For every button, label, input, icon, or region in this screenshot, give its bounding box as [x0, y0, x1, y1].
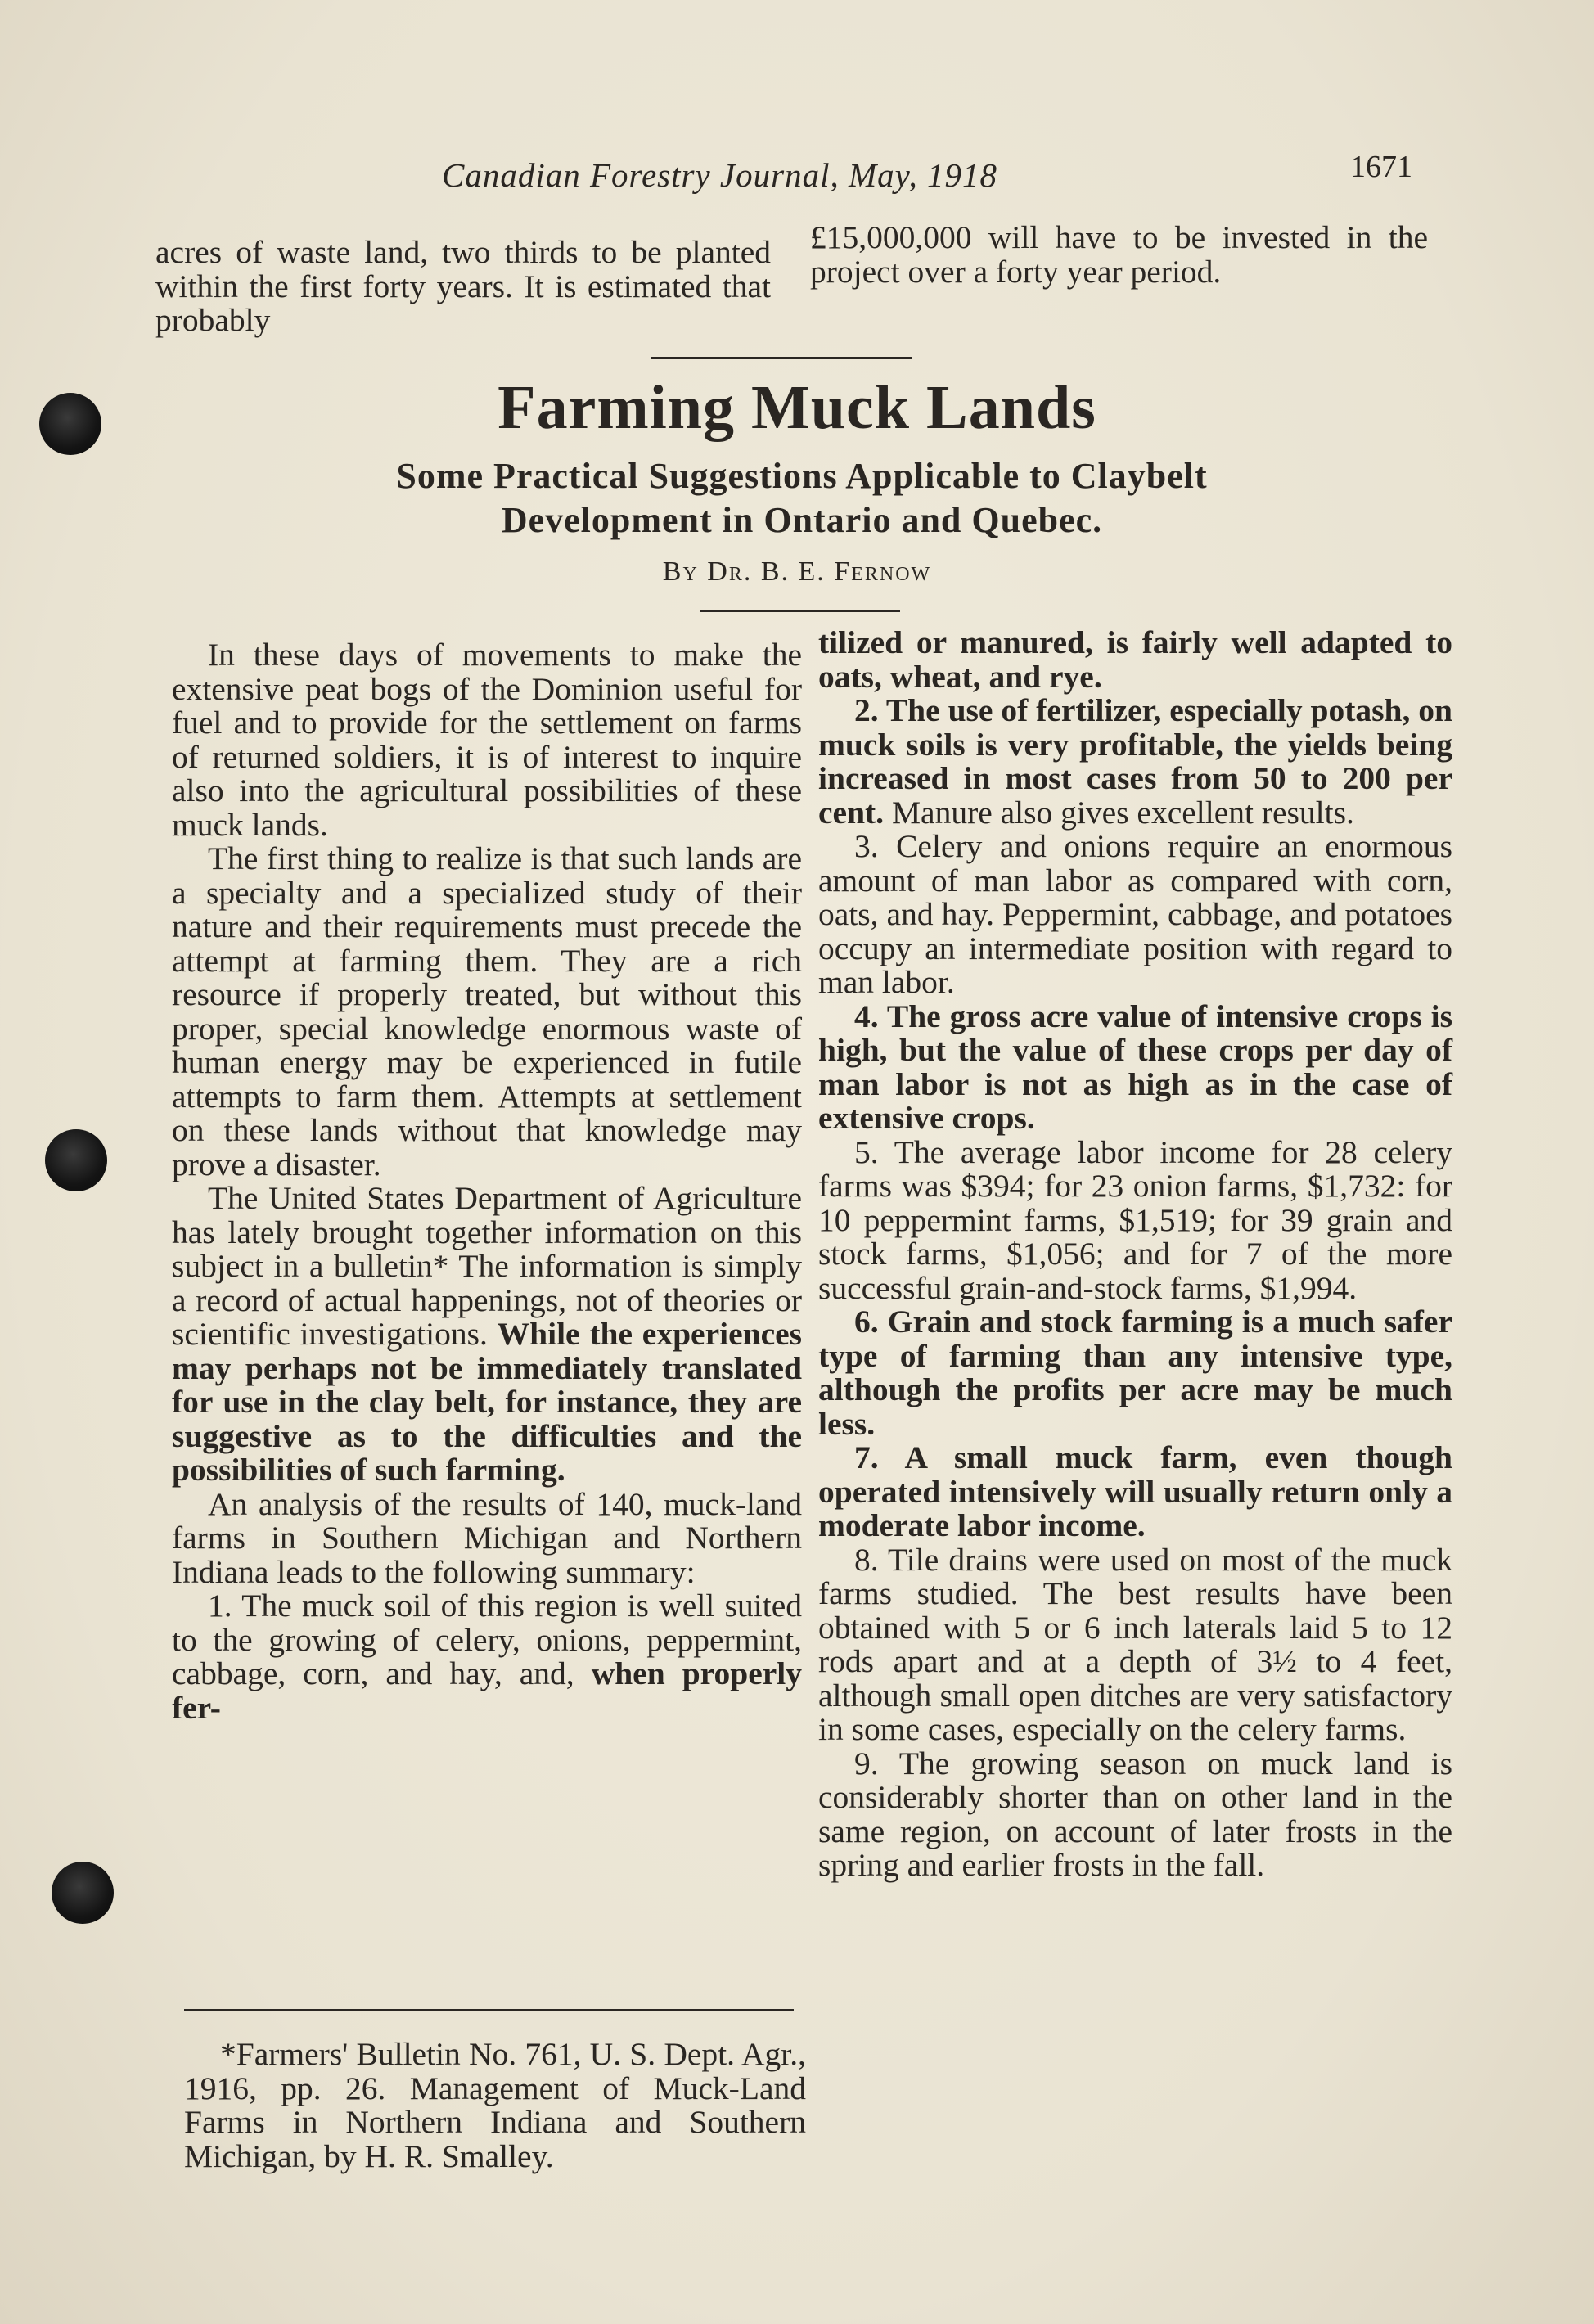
paragraph: 7. A small muck farm, even though operated intensively will usually return only a moderate labor income.	[818, 1439, 1452, 1543]
paragraph: tilized or manured, is fairly well adapted to oats, wheat, and rye.	[818, 624, 1452, 695]
footnote	[184, 2038, 806, 2173]
paragraph: 5. The average labor income for 28 celery farms was $394; for 23 onion farms, $1,732: for 10 peppermint farms, $1,519; for 39 grain and stock farms, $1,056; and for 7 of the more successful grain-and-stock farms, $1,994.	[818, 1133, 1452, 1306]
paragraph: The first thing to realize is that such lands are a specialty and a specialized study of their nature and their requirements must precede the attempt at farming them. They are a rich resource if properly treated, but without this proper, special knowledge enormous waste of human energy may be experienced in futile attempts to farm them. Attempts at settlement on these lands without that knowledge may prove a disaster.	[172, 840, 802, 1182]
divider	[700, 610, 900, 612]
binder-hole-icon	[45, 1129, 107, 1191]
paragraph: 4. The gross acre value of intensive crops is high, but the value of these crops per day of man labor is not as high as in the case of extensive crops.	[818, 998, 1452, 1136]
footnote-divider	[184, 2009, 794, 2011]
page-number: 1671	[1350, 150, 1412, 184]
paragraph: An analysis of the results of 140, muck-land farms in Southern Michigan and Northern Indiana leads to the following summary:	[172, 1485, 802, 1590]
binder-hole-icon	[52, 1862, 114, 1924]
paragraph: 6. Grain and stock farming is a much safer type of farming than any intensive type, although the profits per acre may be much less.	[818, 1304, 1452, 1442]
paragraph: In these days of movements to make the extensive peat bogs of the Dominion useful for fuel and to provide for the settlement on farms of returned soldiers, it is of interest to inquire also into the agricultural possibilities of these muck lands.	[172, 637, 802, 843]
preceding-article-left	[155, 236, 771, 338]
footnote-text: *Farmers' Bulletin No. 761, U. S. Dept. Agr., 1916, pp. 26. Management of Muck-Land Farms in Northern Indiana and Southern Michigan, by H. R. Smalley.	[184, 2036, 806, 2174]
paragraph: 1. The muck soil of this region is well suited to the growing of celery, onions, peppermint, cabbage, corn, and hay, and, when properly fer-	[172, 1588, 802, 1726]
paragraph: £15,000,000 will have to be invested in the project over a forty year period.	[810, 219, 1428, 290]
article-left-column	[172, 638, 802, 1725]
paragraph: 3. Celery and onions require an enormous amount of man labor as compared with corn, oats, and hay. Peppermint, cabbage, and potatoes occupy an intermediate position with regard to man labor.	[818, 828, 1452, 1000]
paragraph: The United States Department of Agriculture has lately brought together information on this subject in a bulletin* The information is simply a record of actual happenings, not of theories or scientific investigations. While the experiences may perhaps not be immediately translated for use in the clay belt, for instance, they are suggestive as to the difficulties and the possibilities of such farming.	[172, 1180, 803, 1488]
byline: By Dr. B. E. Fernow	[662, 556, 932, 587]
running-head: Canadian Forestry Journal, May, 1918	[442, 156, 998, 194]
paragraph: 9. The growing season on muck land is considerably shorter than on other land in the same region, on account of later frosts in the spring and earlier frosts in the fall.	[818, 1745, 1452, 1883]
divider	[651, 357, 912, 359]
paragraph: acres of waste land, two thirds to be planted within the first forty years. It is estimated that probably	[155, 234, 771, 338]
article-right-column	[818, 626, 1452, 1883]
paragraph: 8. Tile drains were used on most of the muck farms studied. The best results have been obtained with 5 or 6 inch laterals laid 5 to 12 rods apart and at a depth of 3½ to 4 feet, although small open ditches are very satisfactory in some cases, especially on the celery farms.	[818, 1541, 1452, 1747]
paragraph: 2. The use of fertilizer, especially potash, on muck soils is very profitable, the yields being increased in most cases from 50 to 200 per cent. Manure also gives excellent results.	[818, 692, 1452, 831]
article-subtitle: Some Practical Suggestions Applicable to Claybelt Development in Ontario and Quebec.	[396, 456, 1208, 540]
article-title: Farming Muck Lands	[498, 373, 1096, 442]
preceding-article-right	[810, 221, 1428, 289]
